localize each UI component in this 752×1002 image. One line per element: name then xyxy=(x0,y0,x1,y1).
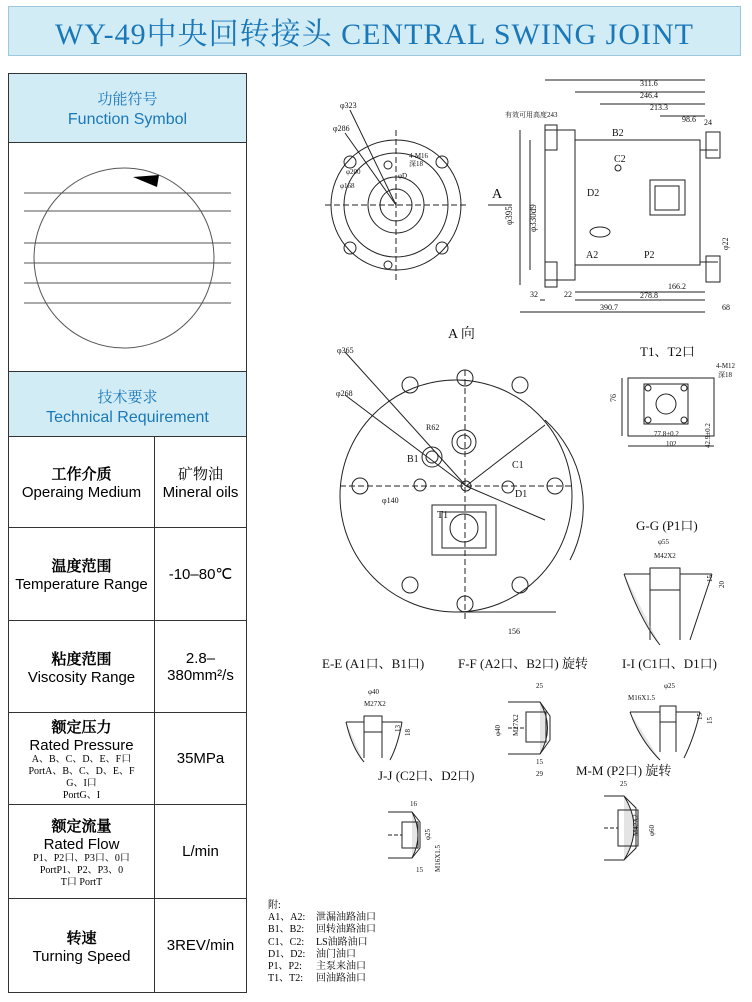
label-view-a: A xyxy=(492,187,503,202)
title-bar xyxy=(8,6,741,56)
port-b1: B1 xyxy=(407,454,419,465)
dim-246-4: 246.4 xyxy=(640,91,658,100)
row-extra: A、B、C、D、E、F口 PortA、B、C、D、E、F G、I口 PortG、I xyxy=(28,753,135,801)
dim-13-ee: 13 xyxy=(394,725,402,732)
function-symbol-en: Function Symbol xyxy=(67,111,188,128)
label-d40-ff: φ40 xyxy=(494,724,502,736)
note-item: B1、B2: 回转油路油口 xyxy=(268,924,376,936)
note-item: P1、P2: 主泵来油口 xyxy=(268,961,366,973)
note-item: C1、C2: LS油路油口 xyxy=(268,936,368,948)
label-depth18-t: 深18 xyxy=(718,371,732,379)
dim-166-2: 166.2 xyxy=(668,282,686,291)
tech-en: Technical Requirement xyxy=(46,409,209,426)
view-a-title: A 向 xyxy=(448,327,475,342)
dim-16-jj: 16 xyxy=(410,800,417,808)
port-t1: T1 xyxy=(437,510,449,521)
row-value: 3REV/min xyxy=(166,937,235,954)
row-label-en: Temperature Range xyxy=(15,576,148,593)
row-value: -10–80℃ xyxy=(168,566,233,583)
function-symbol-graphic xyxy=(9,143,246,371)
label-4m12: 4-M12 xyxy=(716,362,736,370)
note-item: A1、A2: 泄漏油路油口 xyxy=(268,912,376,924)
dim-15b-ii: 15 xyxy=(706,717,714,724)
dim-98-6: 98.6 xyxy=(682,115,696,124)
label-r62: R62 xyxy=(426,423,440,432)
function-symbol-header xyxy=(9,74,246,143)
port-d1: D1 xyxy=(515,489,528,500)
dim-20-gg: 20 xyxy=(718,581,726,588)
row-label-cn: 额定压力 xyxy=(51,718,112,736)
label-depth18: 深18 xyxy=(409,160,423,168)
row-label-cn: 额定流量 xyxy=(51,817,112,835)
dim-15-jj: 15 xyxy=(416,866,423,874)
dim-76: 76 xyxy=(609,394,618,402)
row-value: 2.8–380mm²/s xyxy=(167,649,234,684)
dim-15a-ii: 15 xyxy=(696,713,704,720)
notes xyxy=(268,900,376,985)
row-temperature xyxy=(9,528,246,621)
row-label-en: Operaing Medium xyxy=(21,484,142,501)
view-a xyxy=(340,352,583,620)
dim-29-ff: 29 xyxy=(536,770,543,778)
mm-title: M-M (P2口) 旋转 xyxy=(576,763,672,778)
ee-section xyxy=(346,716,402,762)
jj-section xyxy=(388,812,420,858)
row-value: 矿物油 Mineral oils xyxy=(162,466,239,501)
label-d323: φ323 xyxy=(340,101,357,110)
port-c2: C2 xyxy=(614,154,626,165)
dim-24: 24 xyxy=(704,118,712,127)
row-label-en: Viscosity Range xyxy=(27,668,136,686)
row-flow xyxy=(9,805,246,899)
row-value: 35MPa xyxy=(176,750,225,767)
label-m42x2: M42X2 xyxy=(654,552,676,560)
label-dD: φD xyxy=(398,172,408,180)
row-extra: P1、P2口、P3口、0口 PortP1、P2、P3、0 T口 PortT xyxy=(33,852,130,888)
port-a2: A2 xyxy=(586,250,599,261)
label-d25-ii: φ25 xyxy=(664,682,676,690)
row-pressure xyxy=(9,713,246,805)
label-d22: φ22 xyxy=(721,237,730,250)
ii-section xyxy=(630,706,700,760)
dim-32: 32 xyxy=(530,290,538,299)
dim-25-ff: 25 xyxy=(536,682,543,690)
row-label-cn: 温度范围 xyxy=(51,558,112,575)
gg-section xyxy=(624,568,712,645)
dim-390-7: 390.7 xyxy=(600,303,618,312)
dim-68: 68 xyxy=(722,303,730,312)
dim-22: 22 xyxy=(564,290,572,299)
port-c1: C1 xyxy=(512,460,524,471)
row-speed xyxy=(9,899,246,992)
t-port-title: T1、T2口 xyxy=(640,344,695,359)
label-usable-height: 有效可用高度243 xyxy=(505,111,558,119)
tech-cn: 技术要求 xyxy=(97,389,158,406)
dim-311-6: 311.6 xyxy=(640,79,658,88)
dim-102: 102 xyxy=(666,440,677,448)
label-d25-jj: φ25 xyxy=(424,828,432,840)
row-medium xyxy=(9,437,246,528)
dim-42-9: 42.9±0.2 xyxy=(704,423,712,448)
label-m27x2-ff: M27X2 xyxy=(512,714,520,736)
notes-heading: 附: xyxy=(268,900,281,911)
dim-278-8: 278.8 xyxy=(640,291,658,300)
function-symbol-cn: 功能符号 xyxy=(97,91,158,108)
row-label-cn: 粘度范围 xyxy=(51,650,112,668)
label-d60-mm: φ60 xyxy=(648,824,656,836)
row-label-en: Rated Flow xyxy=(43,835,120,853)
function-symbol-area xyxy=(9,143,246,372)
ii-title: I-I (C1口、D1口) xyxy=(622,656,717,671)
ff-title: F-F (A2口、B2口) 旋转 xyxy=(458,656,589,671)
rotation-arrow-icon xyxy=(133,175,159,187)
row-value: L/min xyxy=(182,843,219,860)
spec-table xyxy=(8,73,247,993)
note-item: D1、D2: 油门油口 xyxy=(268,948,356,960)
dim-213-3: 213.3 xyxy=(650,103,668,112)
label-d200: φ200 xyxy=(346,168,361,176)
label-m27x2-ee: M27X2 xyxy=(364,700,386,708)
note-item: T1、T2: 回油路油口 xyxy=(268,973,366,985)
port-b2: B2 xyxy=(612,128,624,139)
dim-15-gg: 15 xyxy=(706,575,714,582)
dim-18-ee: 18 xyxy=(404,729,412,736)
page-title: WY-49中央回转接头 CENTRAL SWING JOINT xyxy=(55,18,694,51)
label-d286: φ286 xyxy=(333,124,350,133)
label-d268: φ268 xyxy=(336,389,353,398)
label-m16-ii: M16X1.5 xyxy=(628,694,656,702)
row-viscosity xyxy=(9,621,246,713)
gg-title: G-G (P1口) xyxy=(636,518,698,533)
dim-77-8: 77.8±0.2 xyxy=(654,430,679,438)
label-d55: φ55 xyxy=(658,538,670,546)
label-d168: φ168 xyxy=(340,182,355,190)
top-flange-view xyxy=(325,110,468,280)
label-d40-ee: φ40 xyxy=(368,688,380,696)
ee-title: E-E (A1口、B1口) xyxy=(322,656,425,671)
label-m42x2-mm: M42X2 xyxy=(632,814,640,836)
row-label-en: Rated Pressure xyxy=(29,736,134,754)
row-label-cn: 工作介质 xyxy=(51,466,112,483)
label-d140: φ140 xyxy=(382,496,399,505)
row-label-cn: 转速 xyxy=(66,929,97,947)
jj-title: J-J (C2口、D2口) xyxy=(378,768,475,783)
dim-156: 156 xyxy=(508,627,520,636)
row-label-en: Turning Speed xyxy=(32,947,131,965)
port-p2: P2 xyxy=(644,250,655,261)
tech-header xyxy=(9,372,246,437)
technical-drawing xyxy=(255,60,745,1000)
port-d2: D2 xyxy=(587,188,600,199)
label-d395: φ395 xyxy=(504,206,514,225)
dim-15-ff: 15 xyxy=(536,758,543,766)
dim-25-mm: 25 xyxy=(620,780,627,788)
label-d330: φ330d9 xyxy=(528,204,538,232)
label-4m16: 4-M16 xyxy=(409,152,429,160)
label-m16-jj: M16X1.5 xyxy=(434,844,442,872)
label-d365: φ365 xyxy=(337,346,354,355)
